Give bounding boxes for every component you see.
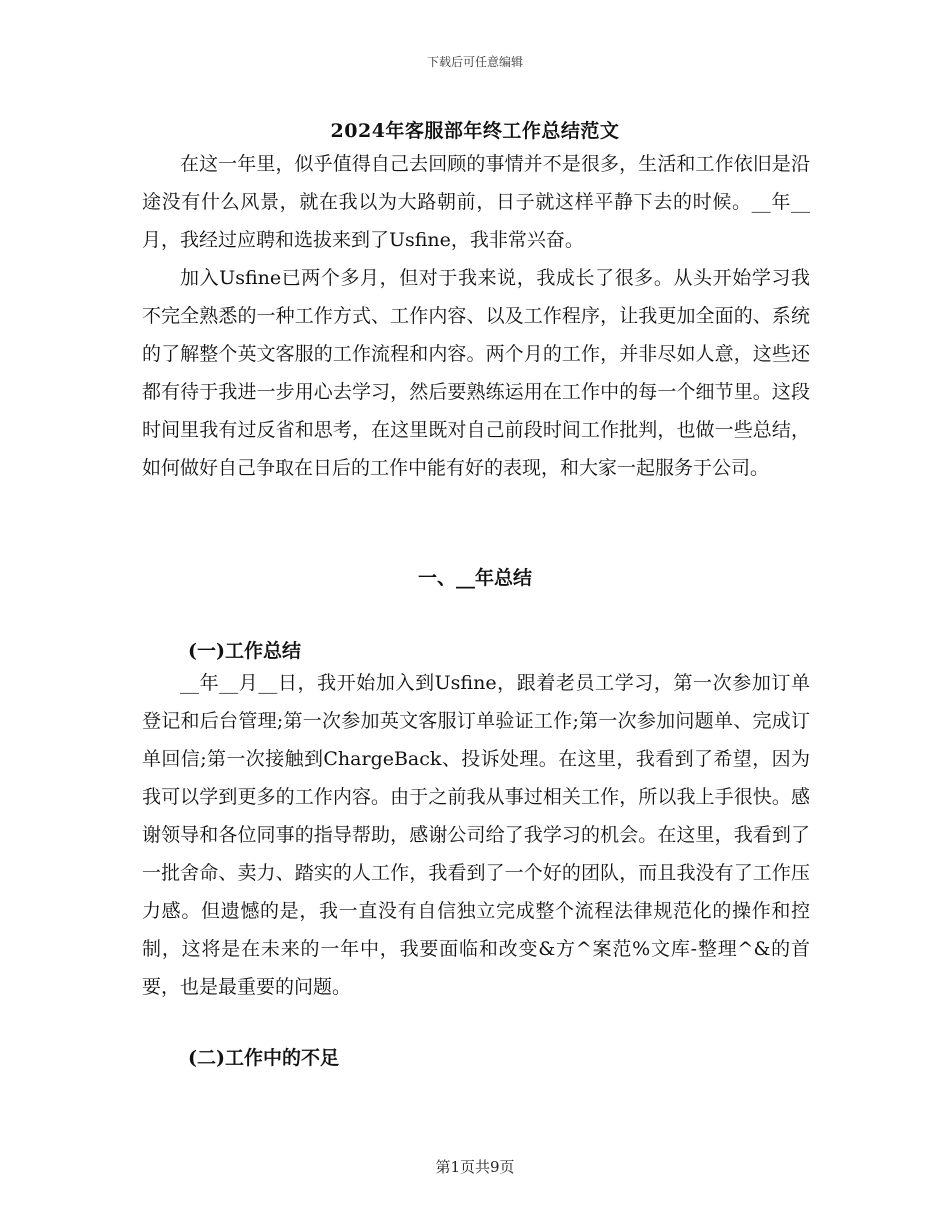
- subsection-heading-shortcomings: (二)工作中的不足: [188, 1047, 339, 1069]
- page-footer: 第1页共9页: [435, 1158, 515, 1176]
- document-title: 2024年客服部年终工作总结范文: [330, 120, 620, 142]
- intro-section: [142, 145, 810, 487]
- work-summary-paragraph: __年__月__日，我开始加入到Usfine，跟着老员工学习，第一次参加订单登记和后台管理;第一次参加英文客服订单验证工作;第一次参加问题单、完成订单回信;第一次接触到ChargeBack、投诉处理。在这里，我看到了希望，因为我可以学到更多的工作内容。由于之前我从事过相关工作，所以我上手很快。感谢领导和各位同事的指导帮助，感谢公司给了我学习的机会。在这里，我看到了一批舍命、卖力、踏实的人工作，我看到了一个好的团队，而且我没有了工作压力感。但遗憾的是，我一直没有自信独立完成整个流程法律规范化的操作和控制，这将是在未来的一年中，我要面临和改变&方^案范%文库-整理^&的首要，也是最重要的问题。: [142, 672, 810, 998]
- subsection-heading-work-summary: (一)工作总结: [188, 640, 301, 662]
- intro-paragraph-2: 加入Usfine已两个多月，但对于我来说，我成长了很多。从头开始学习我不完全熟悉的一种工作方式、工作内容、以及工作程序，让我更加全面的、系统的了解整个英文客服的工作流程和内容。两个月的工作，并非尽如人意，这些还都有待于我进一步用心去学习，然后要熟练运用在工作中的每一个细节里。这段时间里我有过反省和思考，在这里既对自己前段时间工作批判，也做一些总结，如何做好自己争取在日后的工作中能有好的表现，和大家一起服务于公司。: [142, 267, 810, 479]
- section-heading-summary: 一、__年总结: [417, 567, 532, 589]
- work-summary-section: [142, 664, 810, 1006]
- page-header: 下载后可任意编辑: [426, 55, 523, 69]
- intro-paragraph-1: 在这一年里，似乎值得自己去回顾的事情并不是很多，生活和工作依旧是沿途没有什么风景，就在我以为大路朝前，日子就这样平静下去的时候。__年__月，我经过应聘和选拔来到了Usfine，我非常兴奋。: [142, 153, 810, 251]
